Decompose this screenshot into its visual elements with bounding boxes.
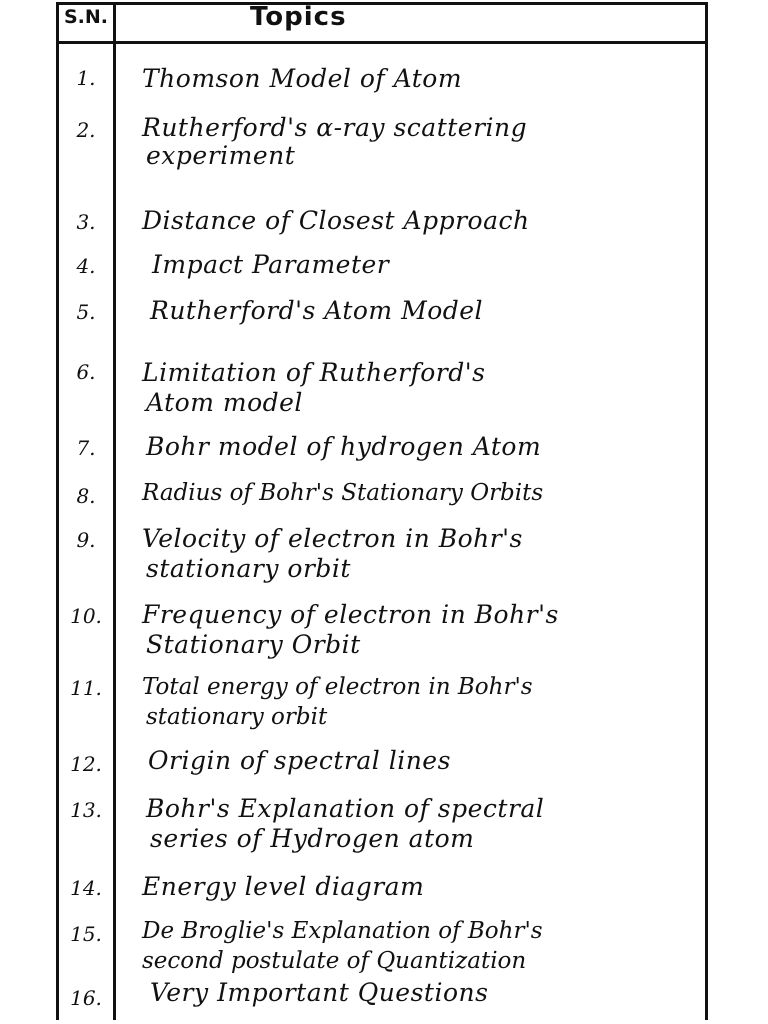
row-number: 14. xyxy=(70,876,102,900)
topic-row xyxy=(142,916,702,976)
topic-row xyxy=(148,746,708,776)
row-number: 15. xyxy=(70,922,102,946)
row-number: 13. xyxy=(70,798,102,822)
topic-text-continued: stationary orbit xyxy=(146,704,328,730)
row-number: 3. xyxy=(76,210,96,234)
topic-row xyxy=(146,794,706,854)
topic-row xyxy=(142,478,702,508)
topic-text-continued: series of Hydrogen atom xyxy=(150,824,475,853)
topic-row xyxy=(142,872,702,902)
topic-text: Bohr's Explanation of spectral xyxy=(146,794,545,823)
topic-text-continued: stationary orbit xyxy=(146,554,351,583)
topic-text: Bohr model of hydrogen Atom xyxy=(146,432,542,461)
topic-text-continued: Atom model xyxy=(146,388,303,417)
column-divider xyxy=(113,2,116,1020)
topic-row xyxy=(142,600,702,660)
row-number: 5. xyxy=(76,300,96,324)
topic-text-continued: experiment xyxy=(146,141,296,170)
row-number: 2. xyxy=(76,118,96,142)
topic-row xyxy=(150,978,710,1008)
row-number: 6. xyxy=(76,360,96,384)
row-number: 8. xyxy=(76,484,96,508)
row-number: 4. xyxy=(76,254,96,278)
topic-text: De Broglie's Explanation of Bohr's xyxy=(142,918,543,944)
topic-row xyxy=(142,358,702,418)
topic-text: Radius of Bohr's Stationary Orbits xyxy=(142,480,544,506)
topic-row xyxy=(142,206,702,236)
topic-row xyxy=(142,64,702,94)
topic-text-continued: Stationary Orbit xyxy=(146,630,361,659)
topic-text: Velocity of electron in Bohr's xyxy=(142,524,523,553)
topic-text-continued: second postulate of Quantization xyxy=(142,948,527,974)
row-number: 16. xyxy=(70,986,102,1010)
topics-header: Topics xyxy=(250,2,347,32)
row-number: 12. xyxy=(70,752,102,776)
topic-text: Very Important Questions xyxy=(150,978,489,1007)
topic-row xyxy=(142,114,702,170)
topic-text: Distance of Closest Approach xyxy=(142,206,530,235)
topic-text: Limitation of Rutherford's xyxy=(142,358,486,387)
topic-row xyxy=(146,432,706,462)
topic-text: Rutherford's α-ray scattering xyxy=(142,113,528,142)
topic-text: Total energy of electron in Bohr's xyxy=(142,674,533,700)
topic-text: Rutherford's Atom Model xyxy=(150,296,484,325)
topic-text: Origin of spectral lines xyxy=(148,746,451,775)
topic-row xyxy=(152,250,712,280)
row-number: 9. xyxy=(76,528,96,552)
topic-row xyxy=(150,296,710,326)
row-number: 11. xyxy=(70,676,102,700)
serial-number-header: S.N. xyxy=(63,6,109,28)
topic-text: Energy level diagram xyxy=(142,872,425,901)
topic-text: Impact Parameter xyxy=(152,250,390,279)
row-number: 10. xyxy=(70,604,102,628)
topic-row xyxy=(142,672,702,732)
topic-row xyxy=(142,524,702,584)
header-divider xyxy=(56,41,708,44)
row-number: 7. xyxy=(76,436,96,460)
row-number: 1. xyxy=(76,66,96,90)
topic-text: Thomson Model of Atom xyxy=(142,64,463,93)
topic-text: Frequency of electron in Bohr's xyxy=(142,600,559,629)
